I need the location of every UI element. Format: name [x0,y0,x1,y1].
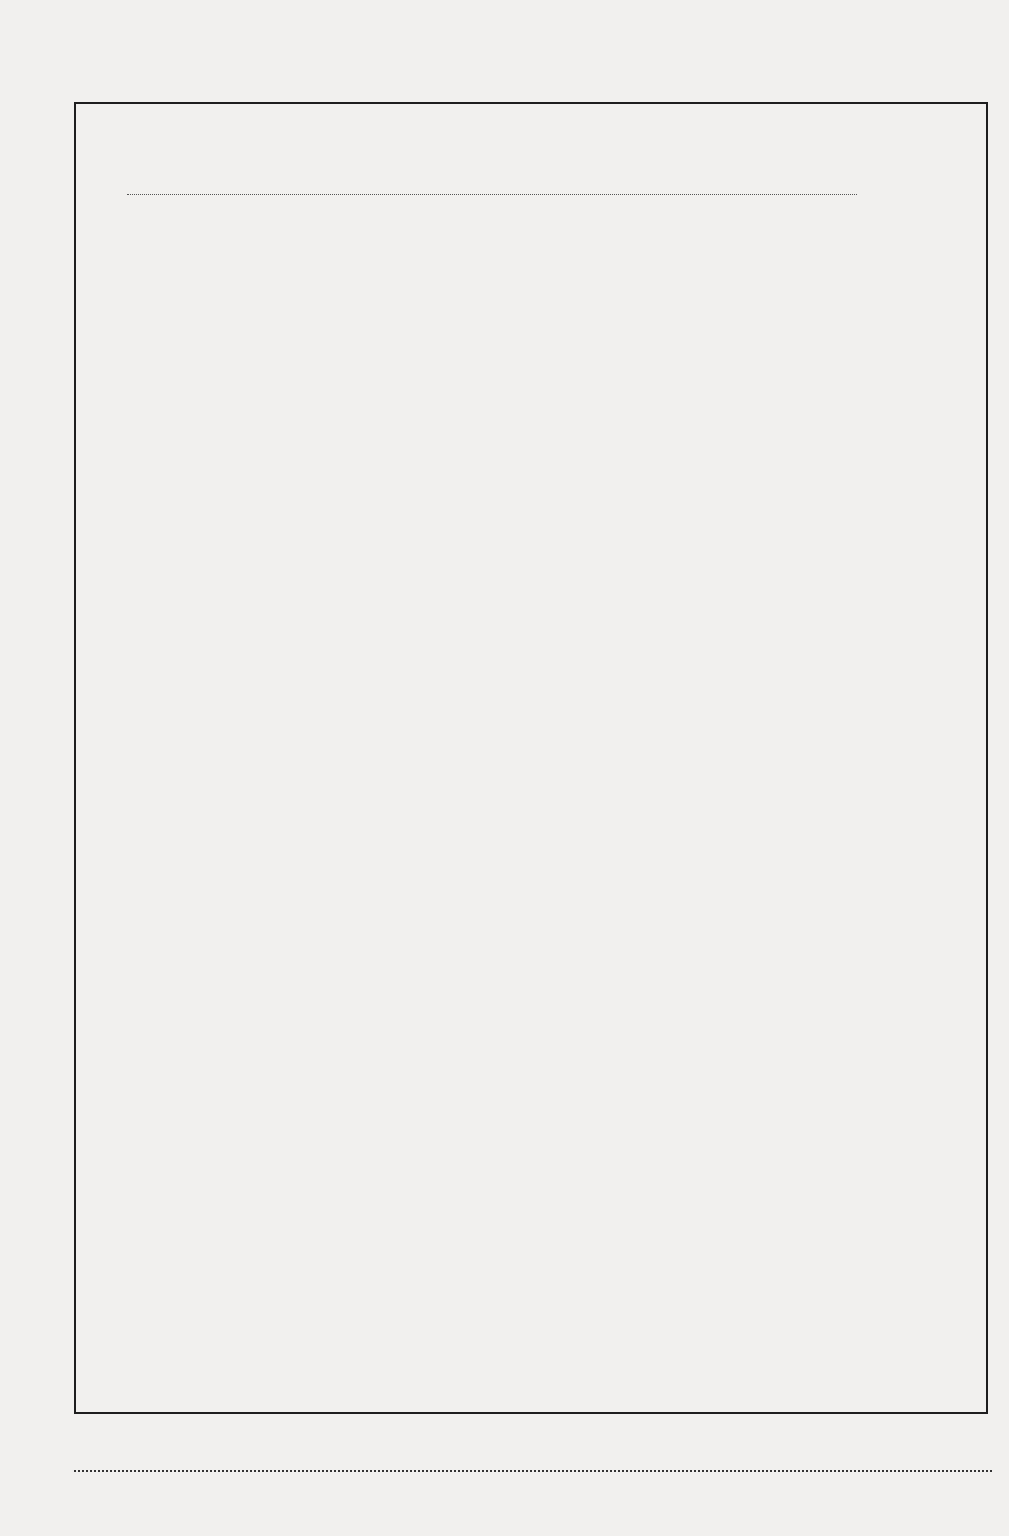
table-of-contents [127,140,929,195]
section-heading [127,188,857,195]
content-frame [74,102,988,1414]
footer-divider [74,1470,992,1472]
